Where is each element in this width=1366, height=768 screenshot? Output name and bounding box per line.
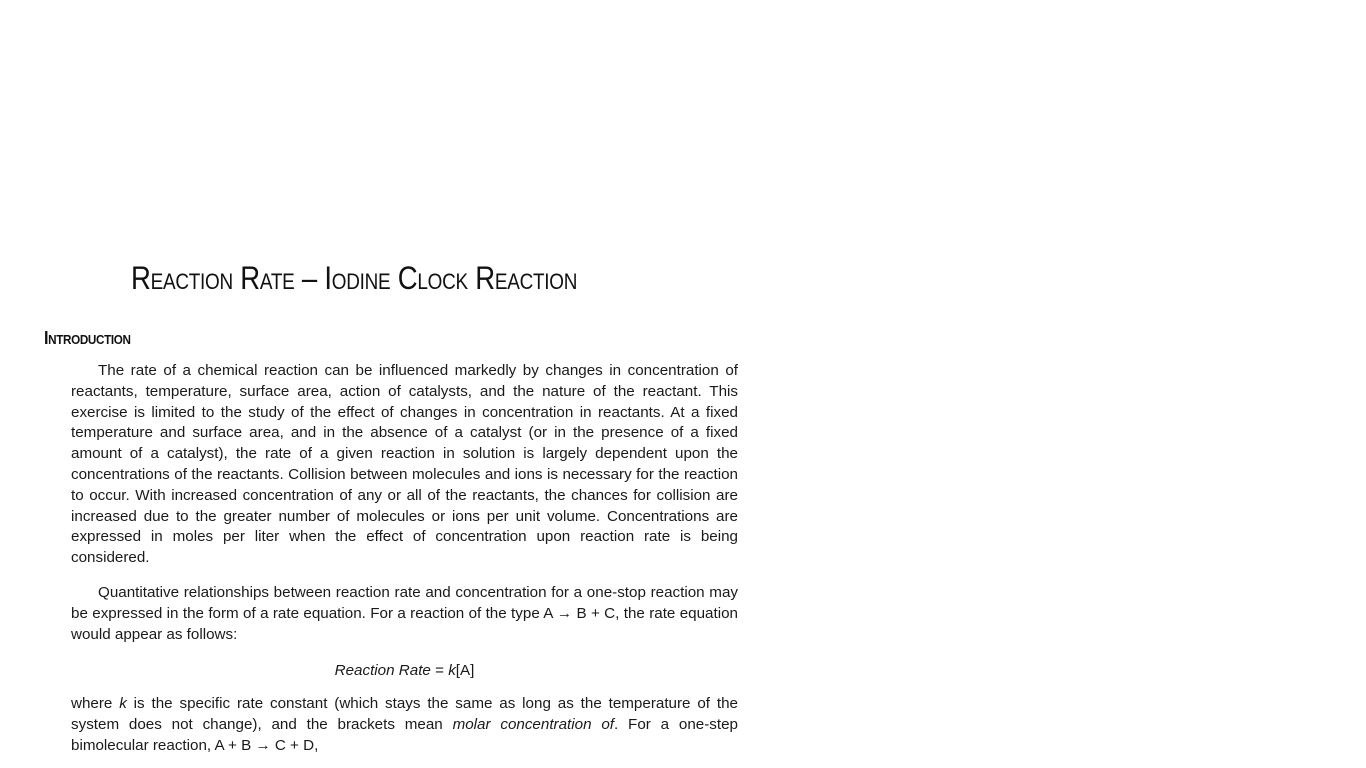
intro-paragraph-1: The rate of a chemical reaction can be influenced markedly by changes in concentration of reactants, temperature, surface area, action of catalysts, and the nature of the reactant. This exercise is limited to the study of the effect of changes in concentration in reactants. At a fixed temperature and surface area, and in the absence of a catalyst (or in the presence of a fixed amount of a catalyst), the rate of a given reaction in solution is largely dependent upon the concentrations of the reactants. Collision between molecules and ions is necessary for the reaction to occur. With increased concentration of any or all of the reactants, the chances for collision are increased due to the greater number of molecules or ions per unit volume. Concentrations are expressed in moles per liter when the effect of concentration upon reaction rate is being considered. — [71, 362, 738, 567]
rate-equation — [71, 660, 738, 682]
rate-equation-lhs: Reaction Rate — [334, 662, 431, 679]
section-heading-introduction: Introduction — [44, 328, 131, 348]
document-title: Reaction Rate – Iodine Clock Reaction — [131, 260, 578, 296]
intro-paragraph-2: Quantitative relationships between reaction rate and concentration for a one-stop reaction may be expressed in the form of a rate equation. For a reaction of the type A → B + C, the rate equation would appear as follows: — [71, 584, 738, 643]
rate-equation-equals: = — [430, 662, 449, 679]
rate-constant-symbol: k — [448, 662, 456, 679]
paragraph-3-italic-phrase: molar concentration of — [452, 715, 615, 733]
intro-paragraph-3 — [71, 694, 738, 756]
paragraph-3-text-1: where — [71, 695, 120, 712]
paragraph-3-k-symbol: k — [119, 695, 127, 712]
paragraph-3-text-3: . For a one-step bimolecular reaction, A + B → C + D, — [71, 715, 738, 754]
rate-equation-concentration: [A] — [455, 662, 475, 679]
paragraph-3-text-2: is the specific rate constant (which stays the same as long as the temperature of the system does not change), and the brackets mean — [71, 695, 738, 733]
